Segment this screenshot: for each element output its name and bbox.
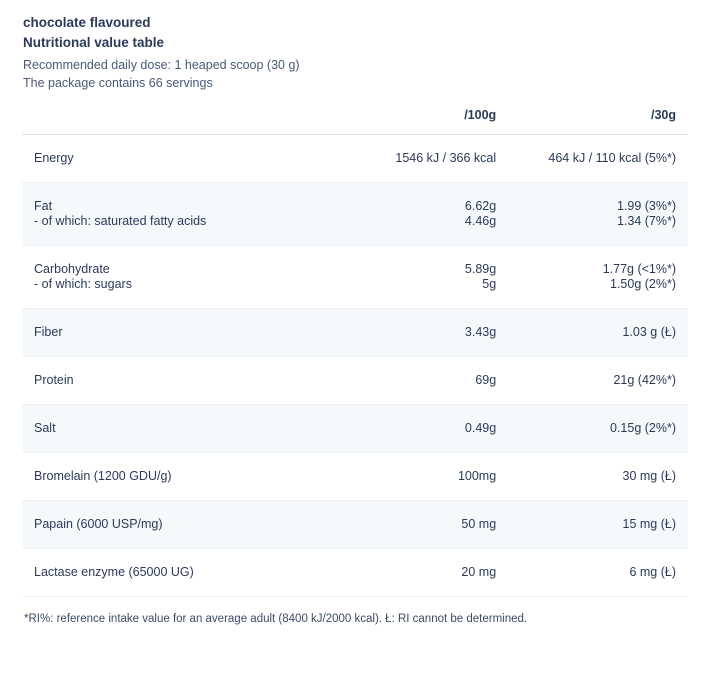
row-value-per-30g-main: 15 mg (Ł)	[622, 517, 676, 531]
row-label-main: Protein	[34, 373, 74, 387]
table-row	[22, 357, 688, 405]
row-value-per-30g-main: 1.77g (<1%*)	[602, 262, 676, 276]
row-value-per-100g	[328, 246, 508, 309]
row-label-sub: - of which: sugars	[34, 277, 132, 291]
row-value-per-30g-main: 6 mg (Ł)	[629, 565, 676, 579]
row-label-main: Lactase enzyme (65000 UG)	[34, 565, 194, 579]
row-value-per-30g-main: 1.99 (3%*)	[616, 199, 676, 213]
table-row	[22, 501, 688, 549]
row-value-per-30g	[508, 309, 688, 357]
row-value-per-100g-main: 5.89g	[464, 262, 497, 276]
row-value-per-100g-main: 20 mg	[461, 565, 497, 579]
table-header	[22, 108, 688, 135]
nutrition-table	[22, 108, 688, 597]
row-label-main: Salt	[34, 421, 56, 435]
row-value-per-30g-main: 21g (42%*)	[613, 373, 676, 387]
row-label	[22, 309, 328, 357]
row-value-per-30g-main: 0.15g (2%*)	[609, 421, 676, 435]
table-row	[22, 453, 688, 501]
row-value-per-100g-main: 50 mg	[461, 517, 497, 531]
row-value-per-100g-main: 1546 kJ / 366 kcal	[395, 151, 497, 165]
row-label	[22, 183, 328, 246]
row-value-per-100g	[328, 357, 508, 405]
row-value-per-30g	[508, 453, 688, 501]
table-row	[22, 183, 688, 246]
servings-note: The package contains 66 servings	[23, 76, 213, 90]
row-label-main: Papain (6000 USP/mg)	[34, 517, 163, 531]
row-label-main: Carbohydrate	[34, 262, 110, 276]
row-label-main: Fiber	[34, 325, 63, 339]
row-label	[22, 357, 328, 405]
table-row	[22, 246, 688, 309]
row-value-per-30g	[508, 549, 688, 597]
row-value-per-30g	[508, 135, 688, 183]
row-value-per-30g	[508, 501, 688, 549]
table-header-row	[22, 108, 688, 135]
row-value-per-100g-main: 69g	[475, 373, 497, 387]
row-value-per-100g-sub: 4.46g	[464, 214, 497, 228]
table-row	[22, 405, 688, 453]
row-value-per-100g	[328, 309, 508, 357]
row-value-per-100g	[328, 453, 508, 501]
row-value-per-100g	[328, 135, 508, 183]
column-header-per-100g: /100g	[328, 108, 508, 135]
row-label-main: Bromelain (1200 GDU/g)	[34, 469, 172, 483]
row-value-per-100g	[328, 501, 508, 549]
row-value-per-30g	[508, 183, 688, 246]
row-value-per-30g-main: 1.03 g (Ł)	[622, 325, 676, 339]
row-value-per-100g-main: 3.43g	[464, 325, 497, 339]
row-value-per-30g	[508, 405, 688, 453]
row-value-per-100g	[328, 549, 508, 597]
row-value-per-30g	[508, 246, 688, 309]
footnote: *RI%: reference intake value for an average adult (8400 kJ/2000 kcal). Ł: RI cannot be determined.	[24, 613, 528, 625]
row-value-per-100g-main: 6.62g	[464, 199, 497, 213]
table-row	[22, 309, 688, 357]
row-value-per-100g-main: 0.49g	[464, 421, 497, 435]
row-value-per-30g-main: 464 kJ / 110 kcal (5%*)	[548, 151, 676, 165]
row-label	[22, 501, 328, 549]
row-value-per-100g	[328, 183, 508, 246]
table-row	[22, 549, 688, 597]
row-value-per-30g	[508, 357, 688, 405]
flavour-label: chocolate flavoured	[23, 15, 151, 30]
row-label	[22, 135, 328, 183]
table-row	[22, 135, 688, 183]
row-label	[22, 549, 328, 597]
row-label	[22, 453, 328, 501]
column-header-name	[22, 108, 328, 135]
row-value-per-30g-main: 30 mg (Ł)	[622, 469, 676, 483]
row-label-main: Fat	[34, 199, 53, 213]
row-value-per-30g-sub: 1.34 (7%*)	[616, 214, 676, 228]
row-label	[22, 246, 328, 309]
row-label-main: Energy	[34, 151, 74, 165]
column-header-per-30g: /30g	[508, 108, 688, 135]
page-title: Nutritional value table	[23, 35, 165, 50]
row-value-per-100g	[328, 405, 508, 453]
row-value-per-100g-sub: 5g	[482, 277, 497, 291]
row-value-per-100g-main: 100mg	[457, 469, 497, 483]
row-label-sub: - of which: saturated fatty acids	[34, 214, 207, 228]
table-body	[22, 135, 688, 597]
row-label	[22, 405, 328, 453]
recommended-dose-note: Recommended daily dose: 1 heaped scoop (30 g)	[23, 58, 300, 72]
row-value-per-30g-sub: 1.50g (2%*)	[609, 277, 676, 291]
